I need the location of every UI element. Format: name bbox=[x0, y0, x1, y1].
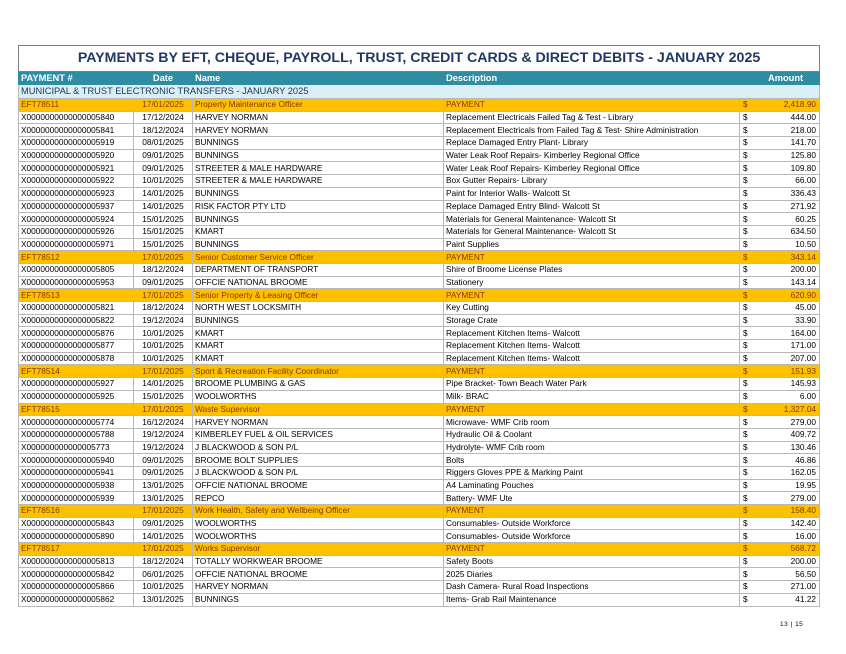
payment-date: 18/12/2024 bbox=[134, 555, 193, 568]
payment-amount: 271.92 bbox=[760, 200, 820, 213]
payment-date: 14/01/2025 bbox=[134, 530, 193, 543]
payee-name: KMART bbox=[193, 225, 444, 238]
currency-symbol: $ bbox=[740, 454, 760, 467]
transaction-row bbox=[19, 263, 820, 276]
payment-number: X0000000000000005927 bbox=[19, 378, 134, 391]
payment-description: Water Leak Roof Repairs- Kimberley Regional Office bbox=[444, 149, 740, 162]
transaction-row bbox=[19, 390, 820, 403]
currency-symbol: $ bbox=[740, 403, 760, 416]
payment-amount: 2,418.90 bbox=[760, 99, 820, 112]
payment-description: Bolts bbox=[444, 454, 740, 467]
payee-name: KMART bbox=[193, 340, 444, 353]
payee-name: KMART bbox=[193, 327, 444, 340]
payment-date: 17/01/2025 bbox=[134, 505, 193, 518]
currency-symbol: $ bbox=[740, 175, 760, 188]
payment-number: X0000000000000005890 bbox=[19, 530, 134, 543]
currency-symbol: $ bbox=[740, 593, 760, 606]
payment-date: 17/01/2025 bbox=[134, 365, 193, 378]
transaction-row bbox=[19, 175, 820, 188]
transaction-row bbox=[19, 454, 820, 467]
payee-name: DEPARTMENT OF TRANSPORT bbox=[193, 263, 444, 276]
payment-description: Replacement Kitchen Items- Walcott bbox=[444, 340, 740, 353]
payee-name: OFFCIE NATIONAL BROOME bbox=[193, 568, 444, 581]
payee-name: Sport & Recreation Facility Coordinator bbox=[193, 365, 444, 378]
transaction-row bbox=[19, 568, 820, 581]
payee-name: TOTALLY WORKWEAR BROOME bbox=[193, 555, 444, 568]
payee-row bbox=[19, 543, 820, 556]
payment-description: A4 Laminating Pouches bbox=[444, 479, 740, 492]
payment-amount: 10.50 bbox=[760, 238, 820, 251]
transaction-row bbox=[19, 517, 820, 530]
payment-description: Paint for Interior Walls- Walcott St bbox=[444, 187, 740, 200]
payment-date: 17/01/2025 bbox=[134, 289, 193, 302]
header-row bbox=[19, 72, 820, 85]
payment-date: 17/01/2025 bbox=[134, 403, 193, 416]
payment-description: Key Cutting bbox=[444, 302, 740, 315]
payment-number: X0000000000000005919 bbox=[19, 137, 134, 150]
transaction-row bbox=[19, 111, 820, 124]
payment-description: Water Leak Roof Repairs- Kimberley Regional Office bbox=[444, 162, 740, 175]
payment-amount: 19.95 bbox=[760, 479, 820, 492]
payee-name: Senior Customer Service Officer bbox=[193, 251, 444, 264]
payment-number: X0000000000000005878 bbox=[19, 352, 134, 365]
currency-symbol: $ bbox=[740, 365, 760, 378]
payment-number: X0000000000000005921 bbox=[19, 162, 134, 175]
payment-amount: 271.00 bbox=[760, 581, 820, 594]
payment-description: Shire of Broome License Plates bbox=[444, 263, 740, 276]
payee-name: BUNNINGS bbox=[193, 187, 444, 200]
payment-date: 17/01/2025 bbox=[134, 99, 193, 112]
payment-amount: 60.25 bbox=[760, 213, 820, 226]
payment-date: 19/12/2024 bbox=[134, 428, 193, 441]
currency-symbol: $ bbox=[740, 137, 760, 150]
currency-symbol: $ bbox=[740, 289, 760, 302]
payment-amount: 141.70 bbox=[760, 137, 820, 150]
payment-date: 18/12/2024 bbox=[134, 302, 193, 315]
payment-amount: 130.46 bbox=[760, 441, 820, 454]
currency-symbol: $ bbox=[740, 390, 760, 403]
payment-description: Paint Supplies bbox=[444, 238, 740, 251]
payment-description: PAYMENT bbox=[444, 505, 740, 518]
payee-name: BUNNINGS bbox=[193, 314, 444, 327]
transaction-row bbox=[19, 441, 820, 454]
payee-name: OFFCIE NATIONAL BROOME bbox=[193, 276, 444, 289]
payee-name: REPCO bbox=[193, 492, 444, 505]
payment-number: X0000000000000005841 bbox=[19, 124, 134, 137]
transaction-row bbox=[19, 225, 820, 238]
currency-symbol: $ bbox=[740, 149, 760, 162]
transaction-row bbox=[19, 492, 820, 505]
payee-name: BROOME PLUMBING & GAS bbox=[193, 378, 444, 391]
payment-number: X0000000000000005924 bbox=[19, 213, 134, 226]
currency-symbol: $ bbox=[740, 111, 760, 124]
payee-name: J BLACKWOOD & SON P/L bbox=[193, 441, 444, 454]
payee-name: STREETER & MALE HARDWARE bbox=[193, 162, 444, 175]
payment-amount: 171.00 bbox=[760, 340, 820, 353]
currency-symbol: $ bbox=[740, 187, 760, 200]
transaction-row bbox=[19, 581, 820, 594]
payment-date: 10/01/2025 bbox=[134, 340, 193, 353]
payment-description: Replace Damaged Entry Plant- Library bbox=[444, 137, 740, 150]
payee-name: KIMBERLEY FUEL & OIL SERVICES bbox=[193, 428, 444, 441]
currency-symbol: $ bbox=[740, 263, 760, 276]
payment-number: X0000000000000005940 bbox=[19, 454, 134, 467]
payee-name: Work Health, Safety and Wellbeing Officer bbox=[193, 505, 444, 518]
payee-name: HARVEY NORMAN bbox=[193, 416, 444, 429]
payment-amount: 125.80 bbox=[760, 149, 820, 162]
header-description: Description bbox=[444, 72, 740, 85]
payment-date: 08/01/2025 bbox=[134, 137, 193, 150]
payee-name: RISK FACTOR PTY LTD bbox=[193, 200, 444, 213]
payment-description: Hydrolyte- WMF Crib room bbox=[444, 441, 740, 454]
transaction-row bbox=[19, 466, 820, 479]
transaction-row bbox=[19, 124, 820, 137]
transaction-row bbox=[19, 530, 820, 543]
payee-name: WOOLWORTHS bbox=[193, 517, 444, 530]
transaction-row bbox=[19, 416, 820, 429]
payee-name: KMART bbox=[193, 352, 444, 365]
payment-description: Replacement Kitchen Items- Walcott bbox=[444, 352, 740, 365]
transaction-row bbox=[19, 479, 820, 492]
payment-amount: 41.22 bbox=[760, 593, 820, 606]
payment-date: 15/01/2025 bbox=[134, 238, 193, 251]
payment-amount: 200.00 bbox=[760, 555, 820, 568]
payment-description: Storage Crate bbox=[444, 314, 740, 327]
payment-date: 10/01/2025 bbox=[134, 352, 193, 365]
payment-amount: 343.14 bbox=[760, 251, 820, 264]
payment-description: PAYMENT bbox=[444, 543, 740, 556]
payment-amount: 151.93 bbox=[760, 365, 820, 378]
payee-name: BUNNINGS bbox=[193, 137, 444, 150]
payment-date: 14/01/2025 bbox=[134, 378, 193, 391]
payment-date: 10/01/2025 bbox=[134, 327, 193, 340]
payee-name: Senior Property & Leasing Officer bbox=[193, 289, 444, 302]
currency-symbol: $ bbox=[740, 124, 760, 137]
currency-symbol: $ bbox=[740, 581, 760, 594]
currency-symbol: $ bbox=[740, 517, 760, 530]
payment-date: 09/01/2025 bbox=[134, 454, 193, 467]
payment-description: PAYMENT bbox=[444, 403, 740, 416]
currency-symbol: $ bbox=[740, 352, 760, 365]
payment-amount: 143.14 bbox=[760, 276, 820, 289]
payment-amount: 162.05 bbox=[760, 466, 820, 479]
transaction-row bbox=[19, 327, 820, 340]
transaction-row bbox=[19, 200, 820, 213]
currency-symbol: $ bbox=[740, 99, 760, 112]
payment-date: 10/01/2025 bbox=[134, 175, 193, 188]
payee-name: NORTH WEST LOCKSMITH bbox=[193, 302, 444, 315]
title-row bbox=[19, 46, 820, 72]
payee-row bbox=[19, 403, 820, 416]
payment-date: 15/01/2025 bbox=[134, 390, 193, 403]
transaction-row bbox=[19, 593, 820, 606]
currency-symbol: $ bbox=[740, 225, 760, 238]
payment-date: 09/01/2025 bbox=[134, 162, 193, 175]
payment-number: X0000000000000005922 bbox=[19, 175, 134, 188]
payment-number: X0000000000000005866 bbox=[19, 581, 134, 594]
payment-date: 18/12/2024 bbox=[134, 124, 193, 137]
payment-number: X0000000000000005822 bbox=[19, 314, 134, 327]
payee-row bbox=[19, 251, 820, 264]
payment-date: 09/01/2025 bbox=[134, 149, 193, 162]
payee-name: BUNNINGS bbox=[193, 213, 444, 226]
currency-symbol: $ bbox=[740, 428, 760, 441]
payment-description: Replacement Electricals Failed Tag & Test - Library bbox=[444, 111, 740, 124]
payment-amount: 16.00 bbox=[760, 530, 820, 543]
currency-symbol: $ bbox=[740, 327, 760, 340]
currency-symbol: $ bbox=[740, 543, 760, 556]
transaction-row bbox=[19, 378, 820, 391]
payment-number: EFT78514 bbox=[19, 365, 134, 378]
transaction-row bbox=[19, 555, 820, 568]
payment-description: PAYMENT bbox=[444, 99, 740, 112]
payment-description: Stationery bbox=[444, 276, 740, 289]
payment-amount: 164.00 bbox=[760, 327, 820, 340]
header-amount: Amount bbox=[740, 72, 820, 85]
currency-symbol: $ bbox=[740, 505, 760, 518]
payment-date: 15/01/2025 bbox=[134, 213, 193, 226]
payee-name: STREETER & MALE HARDWARE bbox=[193, 175, 444, 188]
page-current: 13 bbox=[780, 621, 789, 628]
payment-amount: 1,327.04 bbox=[760, 403, 820, 416]
payment-amount: 66.00 bbox=[760, 175, 820, 188]
transaction-row bbox=[19, 149, 820, 162]
transaction-row bbox=[19, 302, 820, 315]
currency-symbol: $ bbox=[740, 492, 760, 505]
currency-symbol: $ bbox=[740, 276, 760, 289]
payment-description: Riggers Gloves PPE & Marking Paint bbox=[444, 466, 740, 479]
currency-symbol: $ bbox=[740, 162, 760, 175]
transaction-row bbox=[19, 352, 820, 365]
payee-name: OFFCIE NATIONAL BROOME bbox=[193, 479, 444, 492]
payment-number: X0000000000000005843 bbox=[19, 517, 134, 530]
payment-description: Consumables- Outside Workforce bbox=[444, 517, 740, 530]
payment-amount: 279.00 bbox=[760, 492, 820, 505]
payment-date: 13/01/2025 bbox=[134, 593, 193, 606]
payee-row bbox=[19, 289, 820, 302]
payment-number: X0000000000000005821 bbox=[19, 302, 134, 315]
currency-symbol: $ bbox=[740, 466, 760, 479]
payment-description: Replacement Electricals from Failed Tag & Test- Shire Administration bbox=[444, 124, 740, 137]
payment-amount: 45.00 bbox=[760, 302, 820, 315]
payment-number: X0000000000000005842 bbox=[19, 568, 134, 581]
payment-date: 13/01/2025 bbox=[134, 492, 193, 505]
header-name: Name bbox=[193, 72, 444, 85]
payment-amount: 158.40 bbox=[760, 505, 820, 518]
section-title: MUNICIPAL & TRUST ELECTRONIC TRANSFERS - JANUARY 2025 bbox=[19, 85, 820, 99]
header-date: Date bbox=[134, 72, 193, 85]
currency-symbol: $ bbox=[740, 568, 760, 581]
currency-symbol: $ bbox=[740, 378, 760, 391]
currency-symbol: $ bbox=[740, 555, 760, 568]
payee-row bbox=[19, 365, 820, 378]
payment-description: Items- Grab Rail Maintenance bbox=[444, 593, 740, 606]
payee-name: BUNNINGS bbox=[193, 149, 444, 162]
payment-amount: 46.86 bbox=[760, 454, 820, 467]
payment-description: Box Gutter Repairs- Library bbox=[444, 175, 740, 188]
currency-symbol: $ bbox=[740, 314, 760, 327]
payment-description: Materials for General Maintenance- Walcott St bbox=[444, 213, 740, 226]
section-row bbox=[19, 85, 820, 99]
payment-date: 18/12/2024 bbox=[134, 263, 193, 276]
payment-description: PAYMENT bbox=[444, 365, 740, 378]
payment-number: X0000000000000005938 bbox=[19, 479, 134, 492]
payment-amount: 444.00 bbox=[760, 111, 820, 124]
payment-number: X0000000000000005937 bbox=[19, 200, 134, 213]
payment-number: X0000000000000005862 bbox=[19, 593, 134, 606]
payment-number: EFT78512 bbox=[19, 251, 134, 264]
payment-description: Battery- WMF Ute bbox=[444, 492, 740, 505]
payment-number: X0000000000000005971 bbox=[19, 238, 134, 251]
currency-symbol: $ bbox=[740, 340, 760, 353]
payee-name: Waste Supervisor bbox=[193, 403, 444, 416]
currency-symbol: $ bbox=[740, 441, 760, 454]
payment-amount: 207.00 bbox=[760, 352, 820, 365]
payment-description: Pipe Bracket- Town Beach Water Park bbox=[444, 378, 740, 391]
transaction-row bbox=[19, 137, 820, 150]
payment-amount: 620.90 bbox=[760, 289, 820, 302]
payee-name: WOOLWORTHS bbox=[193, 530, 444, 543]
payment-number: X0000000000000005805 bbox=[19, 263, 134, 276]
payment-description: Safety Boots bbox=[444, 555, 740, 568]
payment-description: Milk- BRAC bbox=[444, 390, 740, 403]
payment-number: EFT78511 bbox=[19, 99, 134, 112]
payee-name: HARVEY NORMAN bbox=[193, 581, 444, 594]
payment-number: X0000000000000005920 bbox=[19, 149, 134, 162]
payee-row bbox=[19, 505, 820, 518]
payment-description: PAYMENT bbox=[444, 289, 740, 302]
payee-name: BUNNINGS bbox=[193, 238, 444, 251]
transaction-row bbox=[19, 213, 820, 226]
payment-number: X0000000000000005953 bbox=[19, 276, 134, 289]
payment-date: 19/12/2024 bbox=[134, 441, 193, 454]
payment-amount: 634.50 bbox=[760, 225, 820, 238]
payment-number: X0000000000000005925 bbox=[19, 390, 134, 403]
currency-symbol: $ bbox=[740, 302, 760, 315]
page-total: 15 bbox=[795, 621, 804, 628]
payment-description: 2025 Diaries bbox=[444, 568, 740, 581]
transaction-row bbox=[19, 238, 820, 251]
payment-date: 09/01/2025 bbox=[134, 276, 193, 289]
transaction-row bbox=[19, 314, 820, 327]
payment-description: Replace Damaged Entry Blind- Walcott St bbox=[444, 200, 740, 213]
payment-amount: 200.00 bbox=[760, 263, 820, 276]
payment-number: EFT78513 bbox=[19, 289, 134, 302]
payment-number: X0000000000000005926 bbox=[19, 225, 134, 238]
page-title: PAYMENTS BY EFT, CHEQUE, PAYROLL, TRUST, CREDIT CARDS & DIRECT DEBITS - JANUARY 2025 bbox=[19, 46, 820, 72]
currency-symbol: $ bbox=[740, 213, 760, 226]
page-number bbox=[780, 621, 803, 628]
payee-name: J BLACKWOOD & SON P/L bbox=[193, 466, 444, 479]
payment-date: 09/01/2025 bbox=[134, 466, 193, 479]
payments-table bbox=[18, 45, 820, 607]
transaction-row bbox=[19, 428, 820, 441]
currency-symbol: $ bbox=[740, 238, 760, 251]
payment-number: X0000000000000005788 bbox=[19, 428, 134, 441]
payment-date: 17/12/2024 bbox=[134, 111, 193, 124]
payment-description: Materials for General Maintenance- Walcott St bbox=[444, 225, 740, 238]
payment-amount: 56.50 bbox=[760, 568, 820, 581]
payment-amount: 409.72 bbox=[760, 428, 820, 441]
payment-date: 06/01/2025 bbox=[134, 568, 193, 581]
payment-number: X0000000000000005774 bbox=[19, 416, 134, 429]
transaction-row bbox=[19, 187, 820, 200]
payment-date: 09/01/2025 bbox=[134, 517, 193, 530]
payment-amount: 109.80 bbox=[760, 162, 820, 175]
payment-date: 17/01/2025 bbox=[134, 543, 193, 556]
payment-amount: 145.93 bbox=[760, 378, 820, 391]
payment-date: 13/01/2025 bbox=[134, 479, 193, 492]
payment-date: 19/12/2024 bbox=[134, 314, 193, 327]
payment-date: 17/01/2025 bbox=[134, 251, 193, 264]
payee-name: WOOLWORTHS bbox=[193, 390, 444, 403]
payment-amount: 279.00 bbox=[760, 416, 820, 429]
payment-description: Dash Camera- Rural Road Inspections bbox=[444, 581, 740, 594]
payment-date: 10/01/2025 bbox=[134, 581, 193, 594]
payment-number: X0000000000000005876 bbox=[19, 327, 134, 340]
payee-name: BUNNINGS bbox=[193, 593, 444, 606]
header-payment: PAYMENT # bbox=[19, 72, 134, 85]
payment-number: X000000000000005773 bbox=[19, 441, 134, 454]
payment-description: Microwave- WMF Crib room bbox=[444, 416, 740, 429]
payment-number: X0000000000000005941 bbox=[19, 466, 134, 479]
payee-name: BROOME BOLT SUPPLIES bbox=[193, 454, 444, 467]
payment-date: 14/01/2025 bbox=[134, 187, 193, 200]
currency-symbol: $ bbox=[740, 416, 760, 429]
payment-amount: 142.40 bbox=[760, 517, 820, 530]
payment-amount: 33.90 bbox=[760, 314, 820, 327]
payee-name: Works Supervisor bbox=[193, 543, 444, 556]
payment-number: X0000000000000005877 bbox=[19, 340, 134, 353]
payment-description: PAYMENT bbox=[444, 251, 740, 264]
transaction-row bbox=[19, 162, 820, 175]
currency-symbol: $ bbox=[740, 251, 760, 264]
payment-amount: 218.00 bbox=[760, 124, 820, 137]
payment-number: X0000000000000005923 bbox=[19, 187, 134, 200]
payment-number: EFT78516 bbox=[19, 505, 134, 518]
payment-number: EFT78517 bbox=[19, 543, 134, 556]
payment-number: X0000000000000005840 bbox=[19, 111, 134, 124]
transaction-row bbox=[19, 276, 820, 289]
payee-name: Property Maintenance Officer bbox=[193, 99, 444, 112]
payment-number: EFT78515 bbox=[19, 403, 134, 416]
payee-name: HARVEY NORMAN bbox=[193, 124, 444, 137]
payment-amount: 6.00 bbox=[760, 390, 820, 403]
payment-date: 15/01/2025 bbox=[134, 225, 193, 238]
payment-amount: 336.43 bbox=[760, 187, 820, 200]
payment-amount: 568.72 bbox=[760, 543, 820, 556]
payment-description: Replacement Kitchen Items- Walcott bbox=[444, 327, 740, 340]
payee-name: HARVEY NORMAN bbox=[193, 111, 444, 124]
payment-date: 14/01/2025 bbox=[134, 200, 193, 213]
currency-symbol: $ bbox=[740, 479, 760, 492]
page-separator: | bbox=[790, 621, 793, 628]
payment-description: Consumables- Outside Workforce bbox=[444, 530, 740, 543]
payment-number: X0000000000000005813 bbox=[19, 555, 134, 568]
currency-symbol: $ bbox=[740, 200, 760, 213]
payee-row bbox=[19, 99, 820, 112]
currency-symbol: $ bbox=[740, 530, 760, 543]
payment-date: 16/12/2024 bbox=[134, 416, 193, 429]
transaction-row bbox=[19, 340, 820, 353]
payment-description: Hydraulic Oil & Coolant bbox=[444, 428, 740, 441]
payment-number: X0000000000000005939 bbox=[19, 492, 134, 505]
